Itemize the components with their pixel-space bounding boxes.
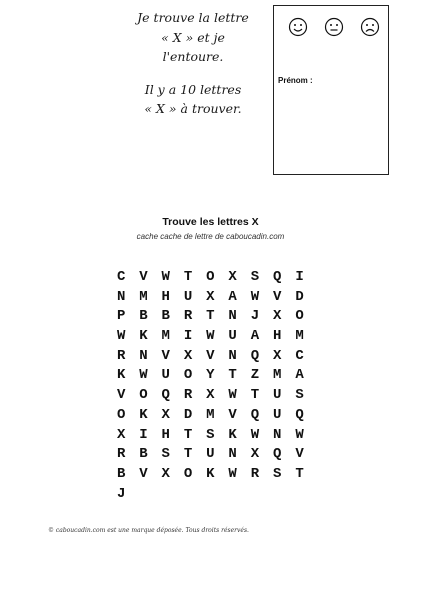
grid-letter[interactable]: C xyxy=(295,347,304,364)
grid-letter[interactable]: K xyxy=(139,328,148,345)
grid-letter[interactable]: J xyxy=(250,308,260,325)
page-subtitle: cache cache de lettre de caboucadin.com xyxy=(136,232,285,241)
grid-letter[interactable]: O xyxy=(183,465,193,482)
grid-letter[interactable]: T xyxy=(183,446,193,463)
grid-letter[interactable]: R xyxy=(116,446,126,463)
grid-letter[interactable]: T xyxy=(206,308,215,325)
grid-letter[interactable]: K xyxy=(116,367,126,384)
grid-letter[interactable]: U xyxy=(183,288,193,305)
grid-letter[interactable]: W xyxy=(250,288,260,305)
grid-letter[interactable]: O xyxy=(139,387,148,404)
grid-letter[interactable]: O xyxy=(295,308,304,325)
instructions xyxy=(118,8,268,119)
grid-letter[interactable]: Q xyxy=(295,406,304,423)
grid-letter[interactable]: U xyxy=(273,406,282,423)
page-title: Trouve les lettres X xyxy=(162,216,259,228)
grid-letter[interactable]: T xyxy=(250,387,260,404)
grid-letter[interactable]: X xyxy=(250,446,260,463)
grid-letter[interactable]: U xyxy=(161,367,170,384)
instruction-spacer xyxy=(118,67,268,80)
grid-letter[interactable]: D xyxy=(183,406,193,423)
copyright-footer: © caboucadin.com est une marque déposée. Tous droits réservés. xyxy=(48,527,249,534)
grid-letter[interactable]: I xyxy=(139,426,148,443)
grid-letter[interactable]: M xyxy=(206,406,215,423)
grid-letter[interactable]: T xyxy=(183,426,193,443)
grid-letter[interactable]: U xyxy=(206,446,215,463)
instruction-line: Je trouve la lettre xyxy=(137,10,249,25)
grid-letter[interactable]: N xyxy=(273,426,282,443)
grid-letter[interactable]: Q xyxy=(250,347,260,364)
grid-letter[interactable]: X xyxy=(273,308,282,325)
grid-letter[interactable]: B xyxy=(116,465,126,482)
grid-letter[interactable]: R xyxy=(116,347,126,364)
grid-letter[interactable]: X xyxy=(273,347,282,364)
grid-letter[interactable]: X xyxy=(161,465,170,482)
grid-letter[interactable]: B xyxy=(139,308,148,325)
letter-grid xyxy=(110,268,311,504)
grid-letter[interactable]: K xyxy=(228,426,237,443)
grid-letter[interactable]: R xyxy=(183,387,193,404)
grid-letter[interactable]: W xyxy=(228,465,237,482)
grid-letter[interactable]: W xyxy=(295,426,304,443)
grid-letter[interactable]: R xyxy=(183,308,193,325)
grid-letter[interactable]: V xyxy=(139,269,148,285)
grid-letter[interactable]: N xyxy=(228,308,237,325)
grid-letter[interactable]: O xyxy=(183,367,193,384)
grid-letter[interactable]: U xyxy=(273,387,282,404)
grid-letter[interactable]: K xyxy=(206,465,215,482)
grid-letter[interactable]: T xyxy=(295,465,304,482)
grid-letter[interactable]: T xyxy=(228,367,237,384)
grid-letter[interactable]: N xyxy=(139,347,148,364)
grid-letter[interactable]: Q xyxy=(250,406,260,423)
grid-letter[interactable]: H xyxy=(161,426,170,443)
grid-letter[interactable]: S xyxy=(206,426,215,443)
grid-letter[interactable]: I xyxy=(295,269,304,285)
grid-letter[interactable]: Q xyxy=(161,387,170,404)
grid-letter[interactable]: C xyxy=(116,269,126,285)
grid-letter[interactable]: Q xyxy=(273,269,282,285)
instruction-line: « X » à trouver. xyxy=(144,101,242,116)
grid-letter[interactable]: J xyxy=(116,485,126,502)
grid-letter[interactable]: W xyxy=(116,328,126,345)
evaluation-panel xyxy=(273,5,389,175)
grid-letter[interactable]: O xyxy=(206,269,215,285)
instruction-line: « X » et je xyxy=(161,29,225,45)
grid-letter[interactable]: V xyxy=(139,465,148,482)
grid-letter[interactable]: W xyxy=(139,367,148,384)
grid-letter[interactable]: A xyxy=(250,328,260,345)
neutral-face-icon[interactable] xyxy=(324,17,344,37)
grid-letter[interactable]: A xyxy=(295,367,304,384)
prenom-label: Prénom : xyxy=(278,76,313,85)
grid-letter[interactable]: H xyxy=(161,288,170,305)
grid-letter[interactable]: X xyxy=(206,288,215,305)
grid-letter[interactable]: S xyxy=(161,446,170,463)
grid-letter[interactable]: W xyxy=(250,426,260,443)
grid-letter[interactable]: V xyxy=(206,347,215,364)
grid-letter[interactable]: D xyxy=(295,288,304,305)
grid-letter[interactable]: X xyxy=(183,347,193,364)
grid-letter[interactable]: S xyxy=(295,387,304,404)
grid-letter[interactable]: V xyxy=(273,288,282,305)
grid-letter[interactable]: X xyxy=(206,387,215,404)
grid-letter[interactable]: N xyxy=(116,288,126,305)
grid-letter[interactable]: W xyxy=(161,269,170,285)
grid-letter[interactable]: W xyxy=(206,328,215,345)
grid-letter[interactable]: Z xyxy=(250,367,260,384)
grid-letter[interactable]: N xyxy=(228,446,237,463)
grid-letter[interactable]: W xyxy=(228,387,237,404)
grid-letter[interactable]: R xyxy=(250,465,260,482)
grid-letter[interactable]: A xyxy=(228,288,237,305)
grid-letter[interactable]: K xyxy=(139,406,148,423)
grid-letter[interactable]: Y xyxy=(206,367,215,384)
grid-letter[interactable]: S xyxy=(250,269,260,285)
grid-letter[interactable]: Q xyxy=(273,446,282,463)
instruction-line: l'entoure. xyxy=(162,49,224,64)
grid-letter[interactable]: M xyxy=(273,367,282,384)
grid-letter[interactable]: H xyxy=(273,328,282,345)
mood-faces xyxy=(288,17,380,37)
grid-letter[interactable]: T xyxy=(183,269,193,285)
grid-letter[interactable]: X xyxy=(161,406,170,423)
grid-letter[interactable]: V xyxy=(228,406,237,423)
grid-letter[interactable]: O xyxy=(116,406,126,423)
grid-letter[interactable]: V xyxy=(116,387,126,404)
grid-letter[interactable]: M xyxy=(295,328,304,345)
grid-letter[interactable]: U xyxy=(228,328,237,345)
grid-letter[interactable]: N xyxy=(228,347,237,364)
happy-face-icon[interactable] xyxy=(288,17,308,37)
grid-letter[interactable]: S xyxy=(273,465,282,482)
grid-letter[interactable]: X xyxy=(116,426,126,443)
grid-letter[interactable]: M xyxy=(161,328,170,345)
grid-letter[interactable]: I xyxy=(183,328,193,345)
grid-letter[interactable]: M xyxy=(139,288,148,305)
sad-face-icon[interactable] xyxy=(360,17,380,37)
grid-letter[interactable]: B xyxy=(161,308,170,325)
grid-letter[interactable]: P xyxy=(116,308,126,325)
grid-letter[interactable]: V xyxy=(161,347,170,364)
instruction-line: Il y a 10 lettres xyxy=(144,81,242,97)
grid-letter[interactable]: V xyxy=(295,446,304,463)
grid-letter[interactable]: X xyxy=(228,269,237,285)
grid-letter[interactable]: B xyxy=(139,446,148,463)
